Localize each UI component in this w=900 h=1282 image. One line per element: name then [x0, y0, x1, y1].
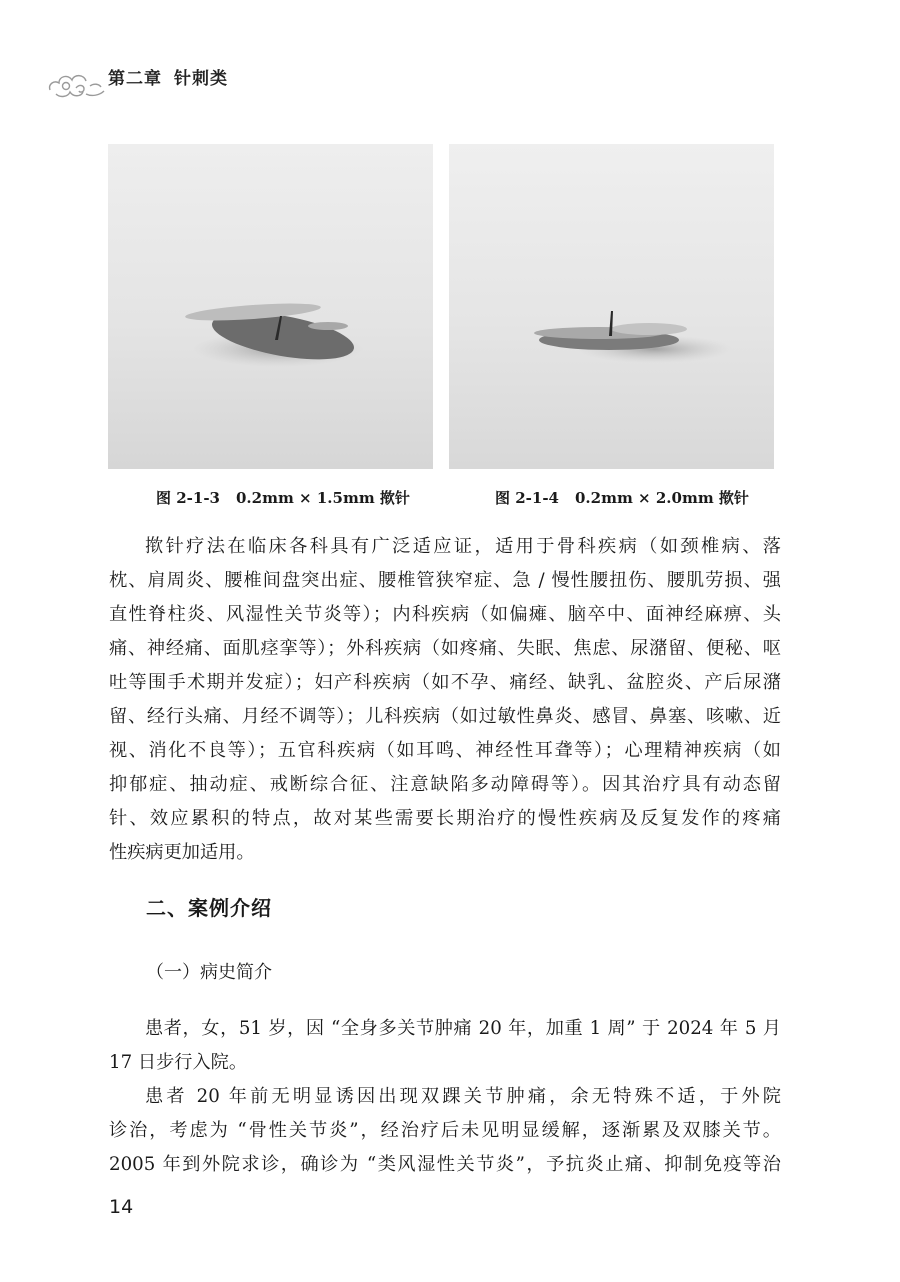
figure-photo-1: [108, 144, 433, 469]
text-line: 直性脊柱炎、风湿性关节炎等）；内科疾病（如偏瘫、脑卒中、面神经麻痹、头: [109, 604, 781, 625]
figure-caption-1: [156, 487, 410, 508]
text-line: 2005 年到外院求诊，确诊为 “类风湿性关节炎”，予抗炎止痛、抑制免疫等治: [109, 1154, 781, 1175]
text-line: 患者，女，51 岁，因 “全身多关节肿痛 20 年，加重 1 周” 于 2024 年 5 月: [145, 1018, 781, 1039]
text-line: 吐等围手术期并发症）；妇产科疾病（如不孕、痛经、缺乳、盆腔炎、产后尿潴: [109, 672, 781, 693]
figure-label-2: 图 2-1-4: [495, 489, 559, 507]
running-header: [46, 58, 346, 104]
chapter-number: 第二章: [108, 69, 162, 89]
figure-text-1: 0.2mm × 1.5mm 揿针: [236, 489, 410, 507]
section-heading: 二、案例介绍: [146, 896, 272, 920]
figure-caption-2: [495, 487, 749, 508]
text-line: 枕、肩周炎、腰椎间盘突出症、腰椎管狭窄症、急 / 慢性腰扭伤、腰肌劳损、强: [109, 570, 781, 591]
text-line: 针、效应累积的特点，故对某些需要长期治疗的慢性疾病及反复发作的疼痛: [109, 808, 781, 829]
subsection-heading: （一）病史简介: [146, 962, 272, 983]
figure-label-1: 图 2-1-3: [156, 489, 220, 507]
body-paragraph-history: [109, 1080, 781, 1182]
text-line: 性疾病更加适用。: [109, 842, 255, 863]
text-line: 17 日步行入院。: [109, 1052, 248, 1073]
text-line: 抑郁症、抽动症、戒断综合征、注意缺陷多动障碍等）。因其治疗具有动态留: [109, 774, 781, 795]
body-paragraph-indications: [109, 530, 781, 870]
page-number: 14: [109, 1196, 134, 1218]
body-paragraph-patient-intro: [109, 1012, 781, 1080]
text-line: 留、经行头痛、月经不调等）；儿科疾病（如过敏性鼻炎、感冒、鼻塞、咳嗽、近: [109, 706, 781, 727]
figure-photo-2: [449, 144, 774, 469]
text-line: 视、消化不良等）；五官科疾病（如耳鸣、神经性耳聋等）；心理精神疾病（如: [109, 740, 781, 761]
figure-text-2: 0.2mm × 2.0mm 揿针: [575, 489, 749, 507]
text-line: 痛、神经痛、面肌痉挛等）；外科疾病（如疼痛、失眠、焦虑、尿潴留、便秘、呕: [109, 638, 781, 659]
cloud-ornament-icon: [46, 64, 110, 102]
chapter-heading: [108, 64, 228, 89]
text-line: 诊治，考虑为 “骨性关节炎”，经治疗后未见明显缓解，逐渐累及双膝关节。: [109, 1120, 781, 1141]
text-line: 揿针疗法在临床各科具有广泛适应证，适用于骨科疾病（如颈椎病、落: [145, 536, 781, 557]
chapter-title: 针刺类: [174, 69, 228, 89]
text-line: 患者 20 年前无明显诱因出现双踝关节肿痛，余无特殊不适，于外院: [145, 1086, 781, 1107]
